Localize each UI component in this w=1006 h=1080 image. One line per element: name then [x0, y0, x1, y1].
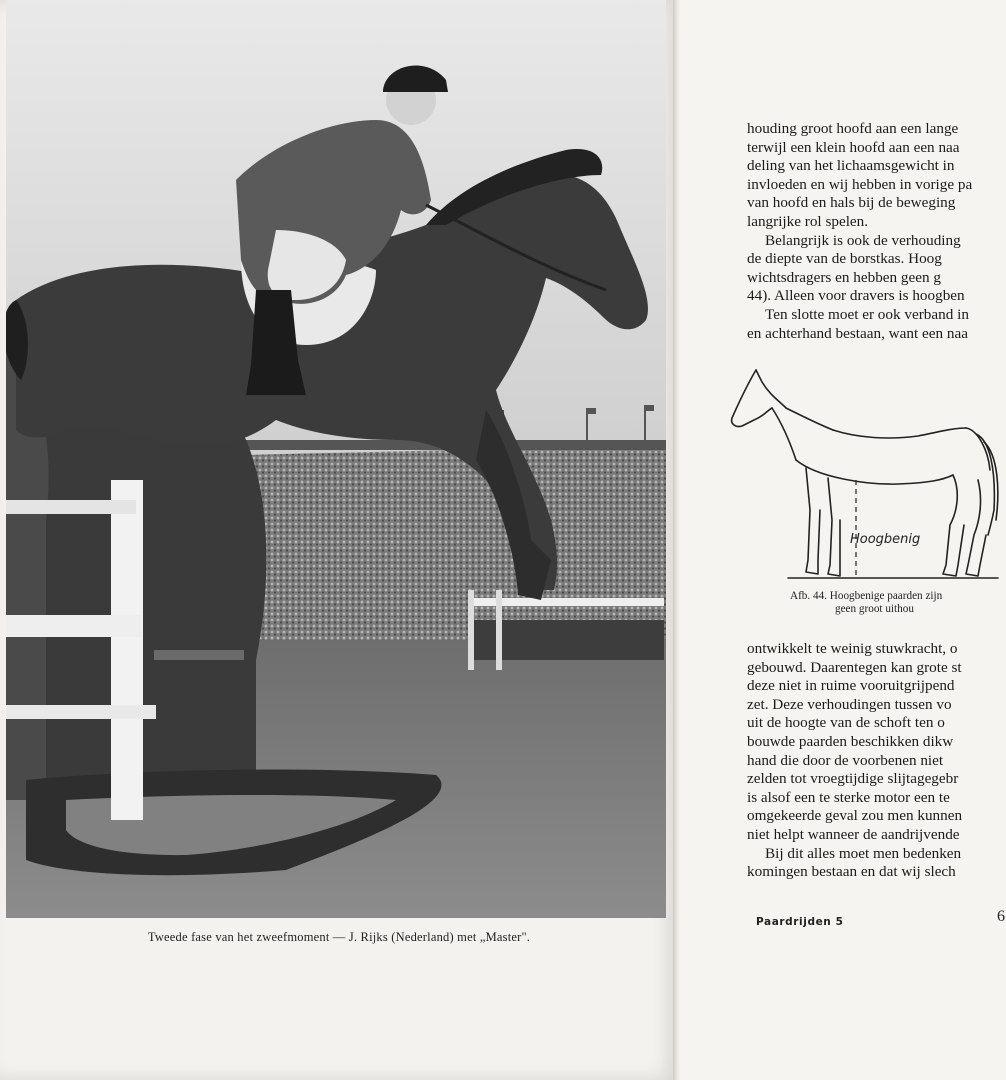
text-line: omgekeerde geval zou men kunnen: [747, 807, 963, 825]
body-text-bottom: [747, 640, 1006, 882]
text-line: Ten slotte moet er ook verband in: [765, 305, 969, 323]
body-text-top: [747, 120, 1006, 343]
text-line: gebouwd. Daarentegen kan grote st: [747, 658, 962, 676]
text-line: niet helpt wanneer de aandrijvende: [747, 825, 960, 843]
text-line: invloeden en wij hebben in vorige pa: [747, 175, 973, 193]
text-line: deze niet in ruime vooruitgrijpend: [747, 677, 955, 695]
photo-caption: Tweede fase van het zweefmoment — J. Rijks (Nederland) met „Master".: [147, 930, 531, 944]
text-line: en achterhand bestaan, want een naa: [747, 324, 968, 342]
text-line: houding groot hoofd aan een lange: [747, 120, 959, 137]
horse-jumping-photo: [6, 0, 666, 918]
right-page: [680, 0, 1006, 1080]
text-line: wichtsdragers en hebben geen g: [747, 268, 941, 286]
figure-caption: [790, 590, 1006, 616]
text-line: terwijl een klein hoofd aan een naa: [747, 138, 960, 156]
text-line: deling van het lichaamsgewicht in: [747, 157, 955, 175]
text-line: komingen bestaan en dat wij slech: [747, 863, 956, 881]
text-line: van hoofd en hals bij de beweging: [747, 194, 956, 212]
text-line: Bij dit alles moet men bedenken: [765, 844, 962, 862]
text-line: is alsof een te sterke motor een te: [747, 788, 950, 806]
text-line: uit de hoogte van de schoft ten o: [747, 714, 945, 732]
text-line: Belangrijk is ook de verhouding: [765, 231, 961, 249]
text-line: zelden tot vroegtijdige slijtagegebr: [747, 770, 959, 788]
text-line: ontwikkelt te weinig stuwkracht, o: [747, 640, 958, 657]
text-line: zet. Deze verhoudingen tussen vo: [747, 695, 952, 713]
figure-label: Hoogbenig: [850, 532, 921, 547]
text-line: bouwde paarden beschikken dikw: [747, 732, 954, 750]
text-line: langrijke rol spelen.: [747, 212, 869, 230]
text-line: de diepte van de borstkas. Hoog: [747, 250, 942, 268]
figure-caption-line-1: Afb. 44. Hoogbenige paarden zijn: [790, 590, 943, 602]
figure-caption-line-2: geen groot uithou: [835, 603, 914, 615]
horse-figure-drawing: [728, 360, 1006, 590]
footer-title: Paardrijden 5: [756, 916, 844, 928]
text-line: hand die door de voorbenen niet: [747, 751, 944, 769]
text-line: 44). Alleen voor dravers is hoogben: [747, 287, 965, 305]
page-number: 6: [997, 908, 1005, 925]
